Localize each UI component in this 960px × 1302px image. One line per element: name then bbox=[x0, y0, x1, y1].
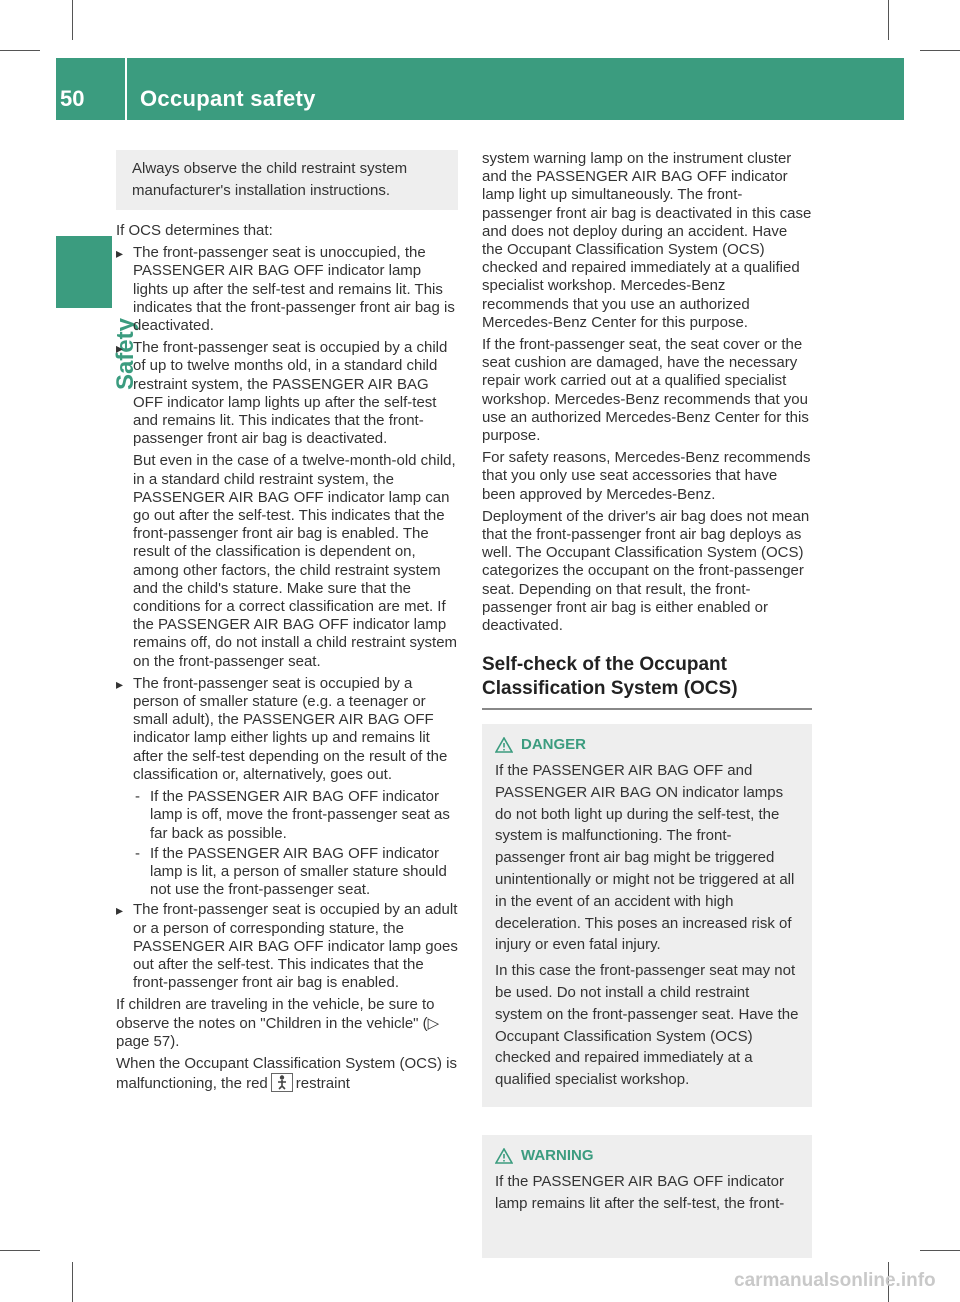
list-item bbox=[116, 244, 458, 335]
danger-text: In this case the front-passenger seat may not be used. Do not install a child restraint system on the front-passenger seat. Have the Occupant Classification System (OCS) checked and repaired immediately at a qualified specialist workshop. bbox=[495, 962, 799, 1089]
warning-triangle-icon bbox=[495, 737, 513, 753]
children-text-end: ). bbox=[170, 1032, 180, 1050]
crop-mark bbox=[0, 1250, 40, 1251]
ocs-results-list bbox=[116, 244, 458, 992]
paragraph: system warning lamp on the instrument cluster and the PASSENGER AIR BAG OFF indicator lamp light up simultaneously. The front-passenger front air bag is deactivated in this case and does not deploy during an accident. Have the Occupant Classification System (OCS) checked and repaired immediately at a qualified specialist workshop. Mercedes-Benz recommends that you use an authorized Mercedes-Benz Center for this purpose. bbox=[482, 150, 812, 331]
paragraph: If the front-passenger seat, the seat cover or the seat cushion are damaged, have the necessary repair work carried out at a qualified specialist workshop. Mercedes-Benz recommends that you use an authorized Mercedes-Benz Center for this purpose. bbox=[482, 336, 809, 445]
install-note: Always observe the child restraint system manufacturer's installation instructions. bbox=[116, 150, 458, 210]
warning-triangle-icon bbox=[495, 1148, 513, 1164]
left-column bbox=[116, 150, 458, 1097]
list-item-text: ▸ The front-passenger seat is occupied by an adult or a person of corresponding stature, the PASSENGER AIR BAG OFF indicator lamp goes out after the self-test. This indicates that the front-passenger front air bag is enabled. bbox=[133, 901, 458, 992]
crop-mark bbox=[888, 0, 889, 40]
restraint-system-warning-icon bbox=[271, 1073, 293, 1092]
list-item bbox=[116, 901, 458, 992]
children-text: If children are traveling in the vehicle, be sure to observe the notes on "Children in the vehicle" ( bbox=[116, 996, 435, 1032]
sub-list bbox=[133, 788, 458, 899]
paragraph: Deployment of the driver's air bag does not mean that the front-passenger front air bag deploys as well. The Occupant Classification System (OCS) categorizes the occupant on the front-passenger seat. Depending on that result, the front-passenger front air bag is either enabled or deactivated. bbox=[482, 507, 810, 635]
list-item-text: ▸ The front-passenger seat is unoccupied, the PASSENGER AIR BAG OFF indicator lamp lights up after the self-test and remains lit. This indicates that the front-passenger front air bag is deactivated. bbox=[133, 244, 455, 335]
list-item bbox=[116, 675, 458, 899]
page-ref-arrow-icon: ▷ bbox=[427, 1014, 440, 1032]
list-item-text: ▸ The front-passenger seat is occupied by a child of up to twelve months old, in a standard child restraint system, the PASSENGER AIR BAG OFF indicator lamp lights up after the self-test and remains lit. This indicates that the front-passenger front air bag is deactivated. bbox=[133, 339, 448, 448]
side-tab-label: Safety bbox=[112, 318, 139, 391]
malfunction-text-end: restraint bbox=[295, 1075, 350, 1093]
list-item-text: ▸ The front-passenger seat is occupied by a person of smaller stature (e.g. a teenager or small adult), the PASSENGER AIR BAG OFF indicator lamp either lights up and remains lit after the self-test depending on the result of the classification or, alternatively, goes out. bbox=[133, 674, 448, 783]
sub-list-item: - If the PASSENGER AIR BAG OFF indicator lamp is lit, a person of smaller stature should not use the front-passenger seat. bbox=[133, 845, 458, 900]
warning-title bbox=[495, 1145, 799, 1167]
page-number: 50 bbox=[60, 86, 85, 111]
right-column bbox=[482, 150, 812, 1286]
paragraph: For safety reasons, Mercedes-Benz recommends that you only use seat accessories that have been approved by Mercedes-Benz. bbox=[482, 449, 811, 503]
section-title: Occupant safety bbox=[140, 86, 316, 111]
heading-divider bbox=[482, 708, 812, 710]
danger-title bbox=[495, 734, 799, 756]
crop-mark bbox=[920, 50, 960, 51]
malfunction-text: When the Occupant Classification System (OCS) is malfunctioning, the red bbox=[116, 1054, 457, 1093]
danger-text: If the PASSENGER AIR BAG OFF and PASSENGER AIR BAG ON indicator lamps do not both light up during the self-test, the system is malfunctioning. The front-passenger front air bag might be triggered unintentionally or might not be triggered at all in the event of an accident with high deceleration. This poses an increased risk of injury or even fatal injury. bbox=[495, 762, 795, 954]
section-heading: Self-check of the Occupant Classification System (OCS) bbox=[482, 654, 738, 700]
warning-box bbox=[482, 1135, 812, 1258]
watermark: carmanualsonline.info bbox=[734, 1270, 936, 1291]
crop-mark bbox=[72, 0, 73, 40]
crop-mark bbox=[72, 1262, 73, 1302]
children-paragraph bbox=[116, 996, 458, 1051]
danger-title-text: DANGER bbox=[521, 736, 587, 754]
sub-list-item: - If the PASSENGER AIR BAG OFF indicator lamp is off, move the front-passenger seat as far back as possible. bbox=[133, 788, 458, 843]
warning-title-text: WARNING bbox=[521, 1147, 594, 1165]
warning-text: If the PASSENGER AIR BAG OFF indicator lamp remains lit after the self-test, the front- bbox=[495, 1172, 785, 1212]
intro-text: If OCS determines that: bbox=[116, 222, 273, 239]
crop-mark bbox=[920, 1250, 960, 1251]
malfunction-paragraph bbox=[116, 1055, 458, 1093]
header-divider bbox=[125, 58, 127, 120]
danger-box bbox=[482, 724, 812, 1107]
side-tab bbox=[56, 236, 112, 308]
list-item-text: But even in the case of a twelve-month-old child, in a standard child restraint system, the PASSENGER AIR BAG OFF indicator lamp can go out after the self-test. This indicates that the front-passenger front air bag is enabled. The result of the classification is dependent on, among other factors, the child restraint system and the child's stature. Make sure that the conditions for a correct classification are met. If the PASSENGER AIR BAG OFF indicator lamp remains off, do not install a child restraint system on the front-passenger seat. bbox=[133, 452, 458, 670]
list-item bbox=[116, 339, 458, 671]
page-reference-link[interactable]: page 57 bbox=[116, 1032, 171, 1050]
crop-mark bbox=[0, 50, 40, 51]
